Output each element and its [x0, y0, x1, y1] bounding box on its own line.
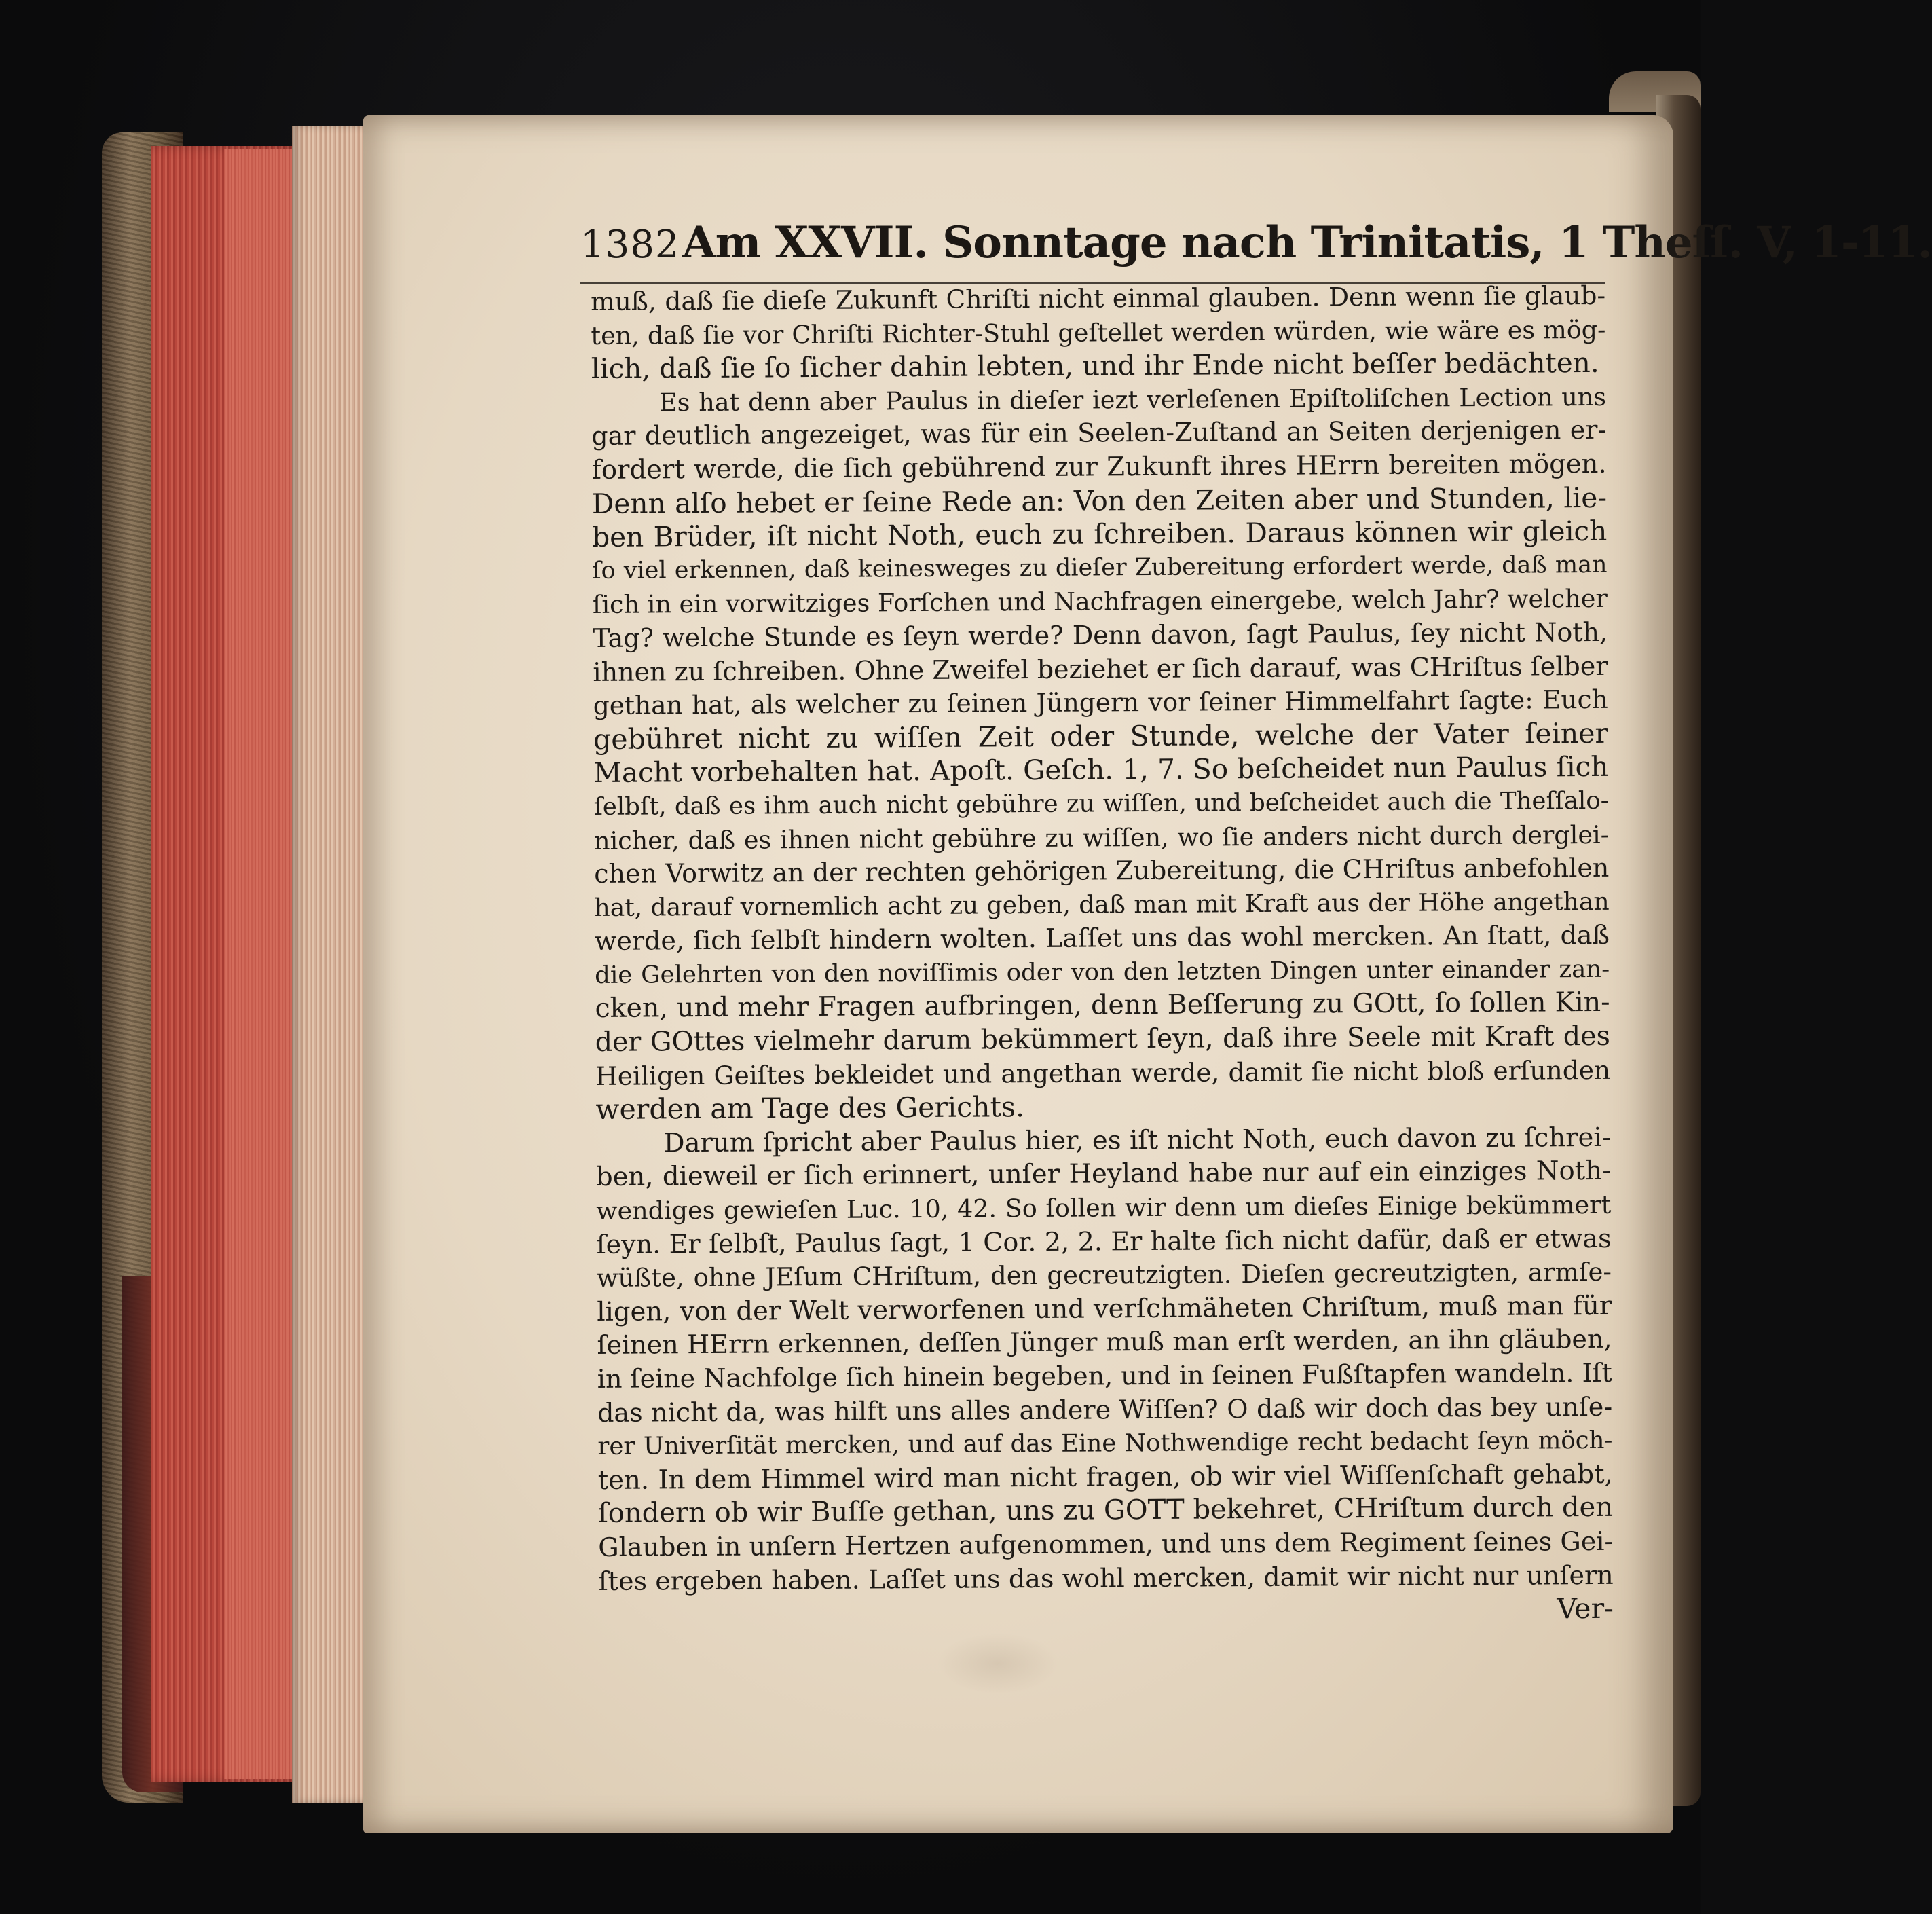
page-stack-edge	[292, 126, 367, 1803]
text-line: gethan hat, als welcher zu ſeinen Jüngern vor ſeiner Himmelfahrt ſagte: Euch	[593, 684, 1608, 721]
text-line: ſich in ein vorwitziges Forſchen und Nachfragen einergebe, welch Jahr? welcher	[592, 584, 1608, 620]
text-line: muß, daß ſie dieſe Zukunft Chriſti nicht einmal glauben. Denn wenn ſie glaub-	[591, 280, 1606, 316]
text-line: die Gelehrten von den noviſſimis oder von den letzten Dingen unter einander zan-	[595, 955, 1610, 989]
text-line: der GOttes vielmehr darum bekümmert ſeyn, daß ihre Seele mit Kraft des	[595, 1020, 1610, 1059]
text-line: Macht vorbehalten hat. Apoſt. Geſch. 1, 7. So beſcheidet nun Paulus ſich	[593, 750, 1609, 790]
text-line: werden am Tage des Gerichts.	[595, 1090, 1025, 1126]
text-line: lich, daß ſie ſo ſicher dahin lebten, und ihr Ende nicht beſſer bedächten.	[591, 346, 1599, 386]
page-number: 1382	[580, 223, 680, 267]
text-line: ſelbſt, daß es ihm auch nicht gebühre zu wiſſen, und beſcheidet auch die Theſſalo-	[593, 786, 1609, 821]
text-line: gar deutlich angezeiget, was für ein Seelen-Zuſtand an Seiten derjenigen er-	[591, 415, 1607, 452]
red-page-edges-inner	[224, 149, 292, 1779]
text-line: Denn alſo hebet er ſeine Rede an: Von den Zeiten aber und Stunden, lie-	[591, 481, 1608, 520]
text-line: ſondern ob wir Buſſe gethan, uns zu GOTT bekehret, CHriſtum durch den	[597, 1492, 1614, 1530]
running-head: Am XXVII. Sonntage nach Trinitatis, 1 Theſſ. V, 1-11.	[682, 217, 1932, 268]
text-line: ihnen zu ſchreiben. Ohne Zweifel beziehet er ſich darauf, was CHriſtus ſelber	[593, 650, 1608, 687]
body-text	[591, 279, 1614, 1704]
text-line: ten, daß ſie vor Chriſti Richter-Stuhl geſtellet werden würden, wie wäre es mög-	[591, 314, 1606, 350]
text-line: ſeyn. Er ſelbſt, Paulus ſagt, 1 Cor. 2, 2. Er halte ſich nicht dafür, daß er etwas	[596, 1223, 1612, 1259]
text-line: ben, dieweil er ſich erinnert, unſer Heyland habe nur auf ein einziges Noth-	[595, 1156, 1612, 1193]
text-line: das nicht da, was hilft uns alles andere Wiſſen? O daß wir doch das bey unſe-	[597, 1391, 1613, 1428]
text-line: fordert werde, die ſich gebührend zur Zukunft ihres HErrn bereiten mögen.	[591, 448, 1607, 485]
text-line: ſeinen HErrn erkennen, deſſen Jünger muß man erſt werden, an ihn gläuben,	[597, 1324, 1612, 1361]
text-line: hat, darauf vornemlich acht zu geben, daß man mit Kraft aus der Höhe angethan	[594, 887, 1610, 922]
text-line: ſo viel erkennen, daß keinesweges zu dieſer Zubereitung erfordert werde, daß man	[592, 551, 1608, 585]
text-line: ten. In dem Himmel wird man nicht fragen, ob wir viel Wiſſenſchaft gehabt,	[597, 1458, 1613, 1496]
text-line: ligen, von der Welt verworfenen und verſchmäheten Chriſtum, muß man für	[597, 1290, 1612, 1327]
text-line: nicher, daß es ihnen nicht gebühre zu wiſſen, wo ſie anders nicht durch derglei-	[593, 820, 1610, 855]
text-line: gebühret nicht zu wiſſen Zeit oder Stunde, welche der Vater ſeiner	[593, 716, 1609, 756]
text-line: Heiligen Geiſtes bekleidet und angethan werde, damit ſie nicht bloß erſunden	[595, 1054, 1611, 1091]
text-line: chen Vorwitz an der rechten gehörigen Zubereitung, die CHriſtus anbefohlen	[594, 852, 1610, 889]
text-line: Es hat denn aber Paulus in dieſer iezt verleſenen Epiſtoliſchen Lection uns	[658, 382, 1607, 418]
text-line: cken, und mehr Fragen aufbringen, denn Beſſerung zu GOtt, ſo ſollen Kin-	[595, 987, 1610, 1025]
text-line: wüßte, ohne JEſum CHriſtum, den gecreutzigten. Dieſen gecreutzigten, armſe-	[596, 1257, 1612, 1293]
page-header	[580, 217, 1932, 278]
text-line: ben Brüder, iſt nicht Noth, euch zu ſchreiben. Daraus können wir gleich	[592, 515, 1608, 554]
text-line: Glauben in unſern Hertzen aufgenommen, und uns dem Regiment ſeines Gei-	[598, 1526, 1614, 1562]
text-line: in ſeine Nachfolge ſich hinein begeben, und in ſeinen Fußſtapfen wandeln. Iſt	[597, 1357, 1612, 1394]
text-line: werde, ſich ſelbſt hindern wolten. Laſſet uns das wohl mercken. An ſtatt, daß	[594, 920, 1610, 957]
text-line: wendiges gewieſen Luc. 10, 42. So ſollen wir denn um dieſes Einige bekümmert	[596, 1190, 1612, 1226]
text-line: rer Univerſität mercken, und auf das Eine Nothwendige recht bedacht ſeyn möch-	[597, 1427, 1613, 1461]
text-line: Tag? welche Stunde es ſeyn werde? Denn davon, ſagt Paulus, ſey nicht Noth,	[593, 616, 1608, 653]
text-line: ſtes ergeben haben. Laſſet uns das wohl mercken, damit wir nicht nur unſern	[598, 1560, 1614, 1596]
text-line: Ver-	[1557, 1591, 1614, 1625]
text-line: Darum ſpricht aber Paulus hier, es iſt nicht Noth, euch davon zu ſchrei-	[663, 1122, 1611, 1159]
